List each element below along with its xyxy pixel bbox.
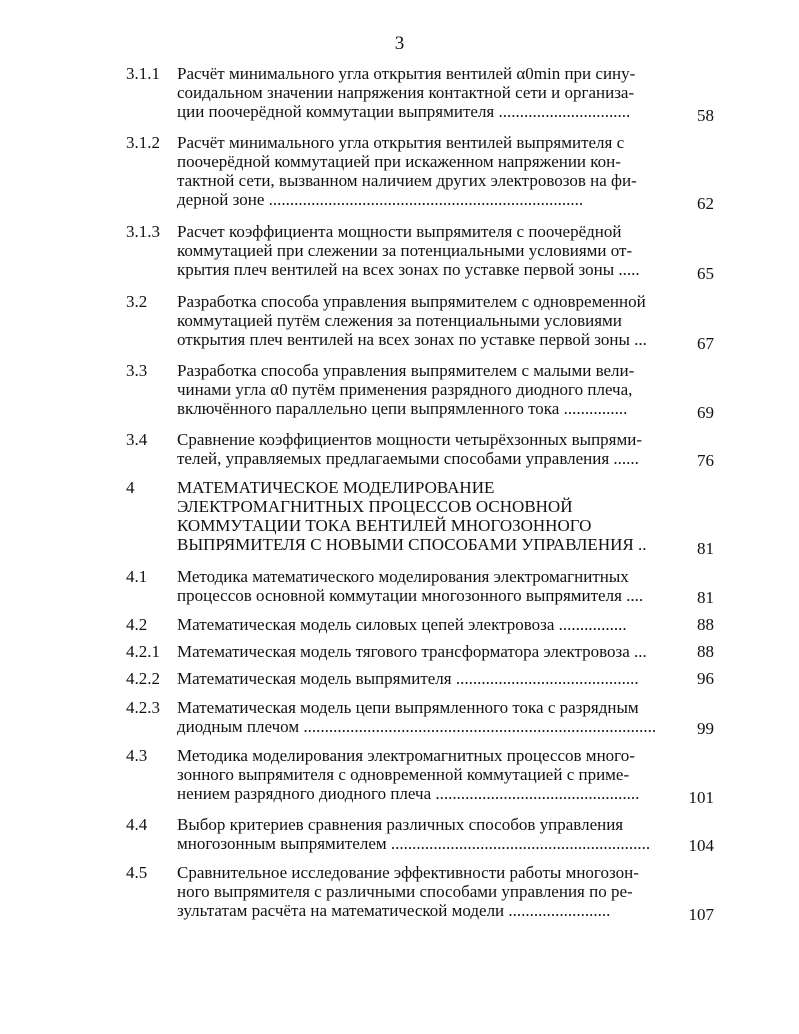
toc-line: Разработка способа управления выпрямителем с одновременной xyxy=(177,292,646,311)
toc-line: соидальном значении напряжения контактной сети и организа- xyxy=(177,83,635,102)
toc-entry-title xyxy=(177,133,667,209)
toc-entry-number: 3.3 xyxy=(126,361,148,380)
toc-entry-page: 88 xyxy=(697,642,714,661)
toc-line: МАТЕМАТИЧЕСКОЕ МОДЕЛИРОВАНИЕ xyxy=(177,478,495,497)
toc-entry-number: 4.4 xyxy=(126,815,148,834)
toc-entry-page: 96 xyxy=(697,669,714,688)
toc-entry-page: 76 xyxy=(697,451,714,470)
toc-entry-page: 67 xyxy=(697,334,714,353)
toc-line: Методика моделирования электромагнитных процессов много- xyxy=(177,746,635,765)
toc-line: процессов основной коммутации многозонного выпрямителя .... xyxy=(177,586,644,605)
toc-entry-page: 88 xyxy=(697,615,714,634)
toc-line: Разработка способа управления выпрямителем с малыми вели- xyxy=(177,361,635,380)
toc-line: крытия плеч вентилей на всех зонах по уставке первой зоны ..... xyxy=(177,260,640,279)
toc-line: дерной зоне .......................................................................... xyxy=(177,190,584,209)
toc-line: Сравнительное исследование эффективности работы многозон- xyxy=(177,863,639,882)
toc-line: Расчёт минимального угла открытия вентилей выпрямителя с xyxy=(177,133,625,152)
toc-line: Математическая модель цепи выпрямленного тока с разрядным xyxy=(177,698,639,717)
toc-entry-number: 4.3 xyxy=(126,746,148,765)
toc-entry-title xyxy=(177,64,667,121)
toc-line: диодным плечом ................................................................................... xyxy=(177,717,657,736)
toc-entry-title xyxy=(177,746,667,803)
toc-entry-page: 101 xyxy=(688,788,714,807)
toc-line: коммутацией при слежении за потенциальными условиями от- xyxy=(177,241,633,260)
toc-entry-number: 4 xyxy=(126,478,135,497)
toc-line: Расчет коэффициента мощности выпрямителя с поочерёдной xyxy=(177,222,622,241)
toc-line: Выбор критериев сравнения различных способов управления xyxy=(177,815,624,834)
toc-entry-title xyxy=(177,478,667,554)
toc-entry-number: 3.2 xyxy=(126,292,148,311)
toc-line: поочерёдной коммутацией при искаженном напряжении кон- xyxy=(177,152,621,171)
toc-entry-title xyxy=(177,642,667,661)
toc-line: телей, управляемых предлагаемыми способами управления ...... xyxy=(177,449,639,468)
toc-line: ВЫПРЯМИТЕЛЯ С НОВЫМИ СПОСОБАМИ УПРАВЛЕНИЯ .. xyxy=(177,535,647,554)
toc-entry-title xyxy=(177,430,667,468)
toc-entry-title xyxy=(177,292,667,349)
toc-entry-page: 62 xyxy=(697,194,714,213)
toc-entry-page: 69 xyxy=(697,403,714,422)
toc-entry-number: 4.1 xyxy=(126,567,148,586)
toc-entry-title xyxy=(177,815,667,853)
toc-line: ного выпрямителя с различными способами управления по ре- xyxy=(177,882,633,901)
page-number: 3 xyxy=(394,33,405,54)
toc-entry-page: 65 xyxy=(697,264,714,283)
toc-line: зультатам расчёта на математической модели ........................ xyxy=(177,901,611,920)
toc-entry-number: 4.2.1 xyxy=(126,642,160,661)
toc-entry-title xyxy=(177,361,667,418)
toc-line: КОММУТАЦИИ ТОКА ВЕНТИЛЕЙ МНОГОЗОННОГО xyxy=(177,516,592,535)
toc-line: нением разрядного диодного плеча ................................................ xyxy=(177,784,640,803)
toc-line: Математическая модель силовых цепей электровоза ................ xyxy=(177,615,627,634)
toc-entry-number: 4.2.3 xyxy=(126,698,160,717)
toc-line: ции поочерёдной коммутации выпрямителя ............................... xyxy=(177,102,631,121)
toc-line: чинами угла α0 путём применения разрядного диодного плеча, xyxy=(177,380,633,399)
toc-entry-page: 81 xyxy=(697,588,714,607)
toc-line: Математическая модель тягового трансформатора электровоза ... xyxy=(177,642,647,661)
toc-entry-page: 104 xyxy=(688,836,714,855)
toc-entry-number: 3.1.2 xyxy=(126,133,160,152)
toc-entry-title xyxy=(177,615,667,634)
toc-line: Сравнение коэффициентов мощности четырёхзонных выпрями- xyxy=(177,430,643,449)
toc-line: включённого параллельно цепи выпрямленного тока ............... xyxy=(177,399,628,418)
toc-entry-number: 3.4 xyxy=(126,430,148,449)
toc-entry-number: 4.5 xyxy=(126,863,148,882)
toc-line: открытия плеч вентилей на всех зонах по уставке первой зоны ... xyxy=(177,330,647,349)
toc-entry-title xyxy=(177,863,667,920)
toc-line: Математическая модель выпрямителя ........................................... xyxy=(177,669,639,688)
toc-entry-title xyxy=(177,222,667,279)
toc-entry-number: 4.2 xyxy=(126,615,148,634)
toc-entry-page: 81 xyxy=(697,539,714,558)
toc-line: Методика математического моделирования электромагнитных xyxy=(177,567,629,586)
toc-entry-title xyxy=(177,567,667,605)
toc-entry-page: 58 xyxy=(697,106,714,125)
toc-line: зонного выпрямителя с одновременной коммутацией с приме- xyxy=(177,765,630,784)
toc-entry-title xyxy=(177,669,667,688)
toc-entry-page: 107 xyxy=(688,905,714,924)
toc-entry-page: 99 xyxy=(697,719,714,738)
toc-entry-number: 3.1.3 xyxy=(126,222,160,241)
toc-line: многозонным выпрямителем ............................................................. xyxy=(177,834,651,853)
toc-entry-title xyxy=(177,698,667,736)
toc-line: тактной сети, вызванном наличием других электровозов на фи- xyxy=(177,171,637,190)
toc-line: коммутацией путём слежения за потенциальными условиями xyxy=(177,311,622,330)
toc-entry-number: 3.1.1 xyxy=(126,64,160,83)
toc-line: Расчёт минимального угла открытия вентилей α0min при сину- xyxy=(177,64,636,83)
toc-line: ЭЛЕКТРОМАГНИТНЫХ ПРОЦЕССОВ ОСНОВНОЙ xyxy=(177,497,573,516)
toc-entry-number: 4.2.2 xyxy=(126,669,160,688)
